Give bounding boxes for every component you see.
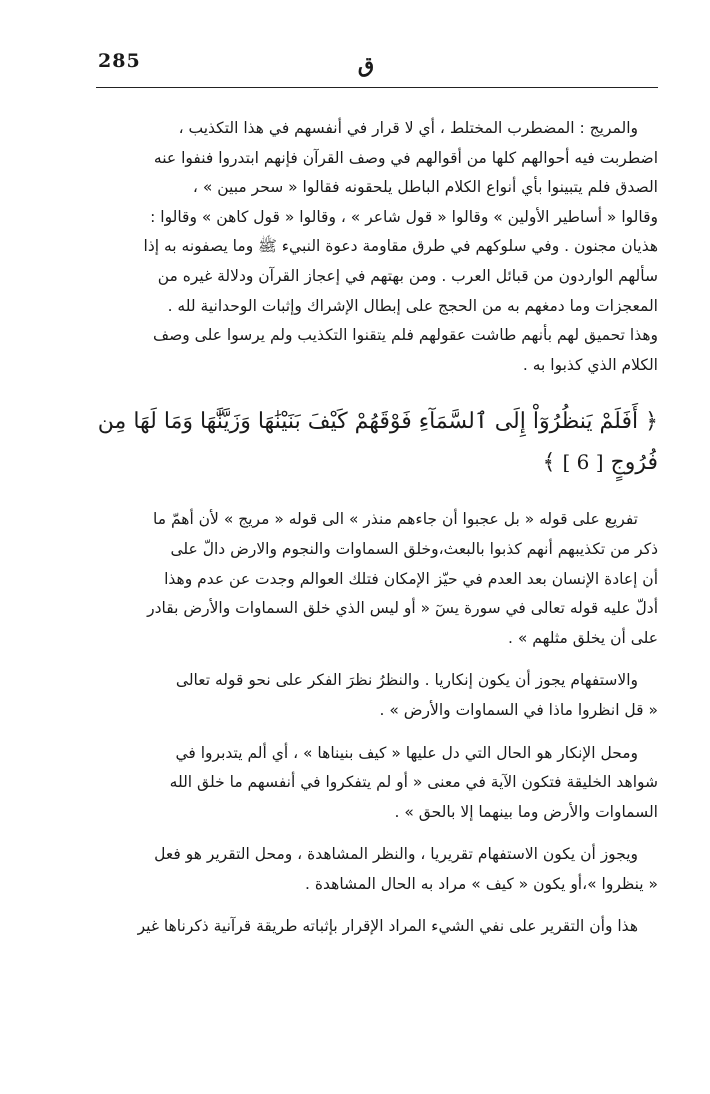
verse-text: أَفَلَمْ يَنظُرُوٓاْ إِلَى ٱلسَّمَآءِ فَوْقَهُمْ كَيْفَ بَنَيْنَٰهَا وَزَيَّنَّٰهَا وَمَا لَهَا مِن bbox=[97, 409, 639, 435]
text-line: والمريج : المضطرب المختلط ، أي لا قرار في أنفسهم في هذا التكذيب ، bbox=[178, 119, 638, 137]
surah-name: ق bbox=[357, 52, 375, 77]
text-line: الصدق فلم يتبينوا بأي أنواع الكلام الباطل يلحقونه فقالوا « سحر مبين » ، bbox=[192, 178, 658, 197]
commentary-paragraph bbox=[96, 840, 658, 899]
text-line: سألهم الواردون من قبائل العرب . ومن بهتهم في إعجاز القرآن ودلالة غيره من bbox=[157, 266, 658, 285]
text-line: ويجوز أن يكون الاستفهام تقريريا ، والنظر المشاهدة ، ومحل التقرير هو فعل bbox=[154, 845, 638, 864]
page-body bbox=[96, 114, 658, 942]
text-line: المعجزات وما دمغهم به من الحجج على إبطال الإشراك وإثبات الوحدانية لله . bbox=[167, 296, 658, 315]
text-line: شواهد الخليقة فتكون الآية في معنى « أو لم يتفكروا في أنفسهم ما خلق الله bbox=[169, 773, 658, 792]
text-line: هذا وأن التقرير على نفي الشيء المراد الإقرار بإثباته طريقة قرآنية ذكرناها غير bbox=[137, 917, 638, 936]
verse-line-1 bbox=[96, 402, 658, 442]
page-number: 285 bbox=[98, 50, 141, 72]
text-line: « قل انظروا ماذا في السماوات والأرض » . bbox=[379, 700, 658, 719]
commentary-paragraph bbox=[96, 739, 658, 828]
verse-text-continued: فُرُوجٍ bbox=[610, 450, 658, 476]
text-line: أن إعادة الإنسان بعد العدم في حيّز الإمكان فتلك العوالم وجدت عن عدم وهذا bbox=[164, 569, 658, 588]
text-line: على أن يخلق مثلهم » . bbox=[508, 628, 658, 647]
text-line: ومحل الإنكار هو الحال التي دل عليها « كيف بنيناها » ، أي ألم يتدبروا في bbox=[175, 743, 638, 762]
commentary-paragraph bbox=[96, 505, 658, 653]
verse-close-bracket: ﴾ bbox=[542, 450, 556, 476]
text-line: أدلّ عليه قوله تعالى في سورة يسٓ « أو ليس الذي خلق السماوات والأرض بقادر bbox=[147, 599, 658, 618]
text-line: الكلام الذي كذبوا به . bbox=[522, 355, 658, 374]
text-line: والاستفهام يجوز أن يكون إنكاريا . والنظرُ نظرَ الفكر على نحو قوله تعالى bbox=[175, 671, 638, 690]
verse-open-bracket: ﴿ bbox=[645, 409, 658, 435]
verse-line-2 bbox=[96, 442, 658, 483]
text-line: « ينظروا »،أو يكون « كيف » مراد به الحال المشاهدة . bbox=[305, 874, 658, 893]
page-header bbox=[96, 44, 656, 84]
ayah-number: [ 6 ] bbox=[562, 450, 604, 475]
commentary-paragraph bbox=[96, 114, 658, 380]
quran-verse bbox=[96, 402, 658, 483]
text-line: وقالوا « أساطير الأولين » وقالوا « قول شاعر » ، وقالوا « قول كاهن » وقالوا : bbox=[150, 207, 658, 226]
text-line: هذيان مجنون . وفي سلوكهم في طرق مقاومة دعوة النبيء ﷺ وما يصفونه به إذا bbox=[143, 237, 658, 256]
text-line: السماوات والأرض وما بينهما إلا بالحق » . bbox=[394, 802, 658, 821]
header-divider bbox=[96, 87, 658, 88]
text-line: ذكر من تكذيبهم أنهم كذبوا بالبعث،وخلق السماوات والنجوم والارض دالّ على bbox=[170, 539, 658, 558]
text-line: وهذا تحميق لهم بأنهم طاشت عقولهم فلم يتقنوا التكذيب ولم يرسوا على وصف bbox=[153, 326, 658, 345]
text-line: تفريع على قوله « بل عجبوا أن جاءهم منذر » الى قوله « مريج » لأن أهمّ ما bbox=[153, 510, 638, 529]
text-line: اضطربت فيه أحوالهم كلها من أقوالهم في وصف القرآن فإنهم ابتدروا فنفوا عنه bbox=[153, 148, 658, 167]
commentary-paragraph bbox=[96, 666, 658, 725]
commentary-paragraph bbox=[96, 912, 658, 942]
